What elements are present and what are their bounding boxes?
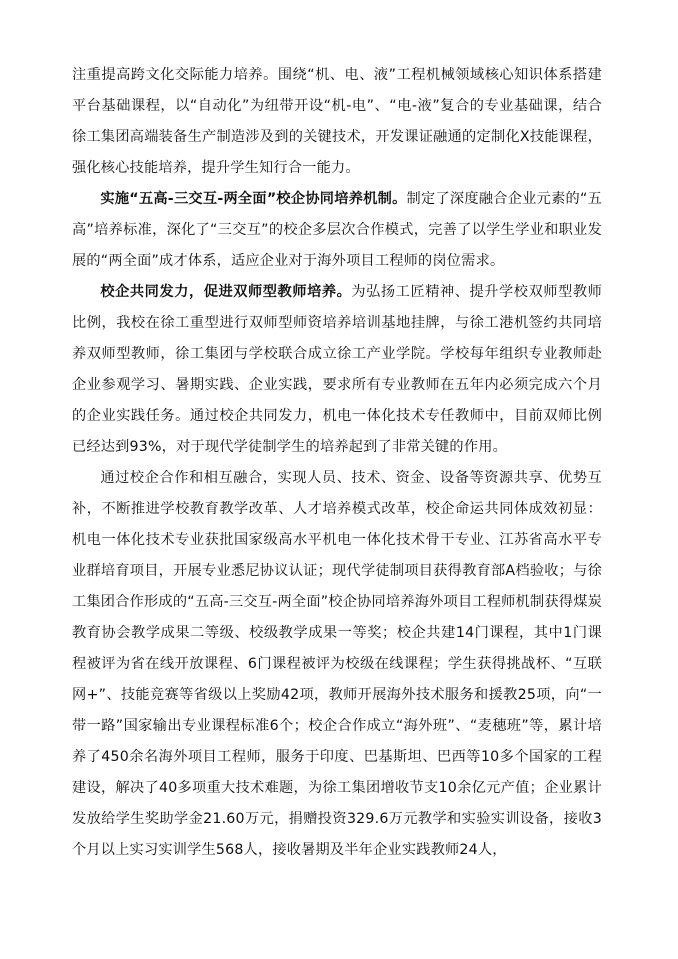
paragraph-2-text: 制定了深度融合企业元素的“五高”培养标准，深化了“三交互”的校企多层次合作模式，完善了以学生学业和职业发展的“两全面”成才体系，适应企业对于海外项目工程师的岗位需求。: [72, 191, 602, 269]
paragraph-3-lead: 校企共同发力，促进双师型教师培养。: [100, 284, 352, 300]
paragraph-2-lead: 实施“五高-三交互-两全面”校企协同培养机制。: [100, 191, 407, 207]
paragraph-3-text: 为弘扬工匠精神、提升学校双师型教师比例，我校在徐工重型进行双师型师资培养培训基地挂牌，与徐工港机签约共同培养双师型教师，徐工集团与学校联合成立徐工产业学院。学校每年组织专业教师赴企业参观学习、暑期实践、企业实践，要求所有专业教师在五年内必须完成六个月的企业实践任务。通过校企共同发力，机电一体化技术专任教师中，目前双师比例已经达到93%，对于现代学徒制学生的培养起到了非常关键的作用。: [72, 284, 603, 455]
paragraph-4-text: 通过校企合作和相互融合，实现人员、技术、资金、设备等资源共享、优势互补，不断推进学校教育教学改革、人才培养模式改革，校企命运共同体成效初显：机电一体化技术专业获批国家级高水平机电一体化技术骨干专业、江苏省高水平专业群培育项目，开展专业悉尼协议认证；现代学徒制项目获得教育部A档验收；与徐工集团合作形成的“五高-三交互-两全面”校企协同培养海外项目工程师机制获得煤炭教育协会教学成果二等级、校级教学成果一等奖；校企共建14门课程，其中1门课程被评为省在线开放课程、6门课程被评为校级在线课程；学生获得挑战杯、“互联网+”、技能竞赛等省级以上奖励42项，教师开展海外技术服务和援教25项，向“一带一路”国家输出专业课程标准6个；校企合作成立“海外班”、“麦穗班”等，累计培养了450余名海外项目工程师，服务于印度、巴基斯坦、巴西等10多个国家的工程建设，解决了40多项重大技术难题，为徐工集团增收节支10余亿元产值；企业累计发放给学生奖助学金21.60万元，捐赠投资329.6万元教学和实验实训设备，接收3个月以上实习实训学生568人，接收暑期及半年企业实践教师24人，: [72, 470, 602, 858]
paragraph-2: [72, 184, 602, 277]
paragraph-1: [72, 60, 602, 184]
paragraph-4: [72, 463, 602, 866]
paragraph-1-text: 注重提高跨文化交际能力培养。围绕“机、电、液”工程机械领域核心知识体系搭建平台基础课程，以“自动化”为纽带开设“机-电”、“电-液”复合的专业基础课，结合徐工集团高端装备生产制造涉及到的关键技术，开发课证融通的定制化Ⅹ技能课程，强化核心技能培养，提升学生知行合一能力。: [72, 67, 602, 176]
paragraph-3: [72, 277, 602, 463]
